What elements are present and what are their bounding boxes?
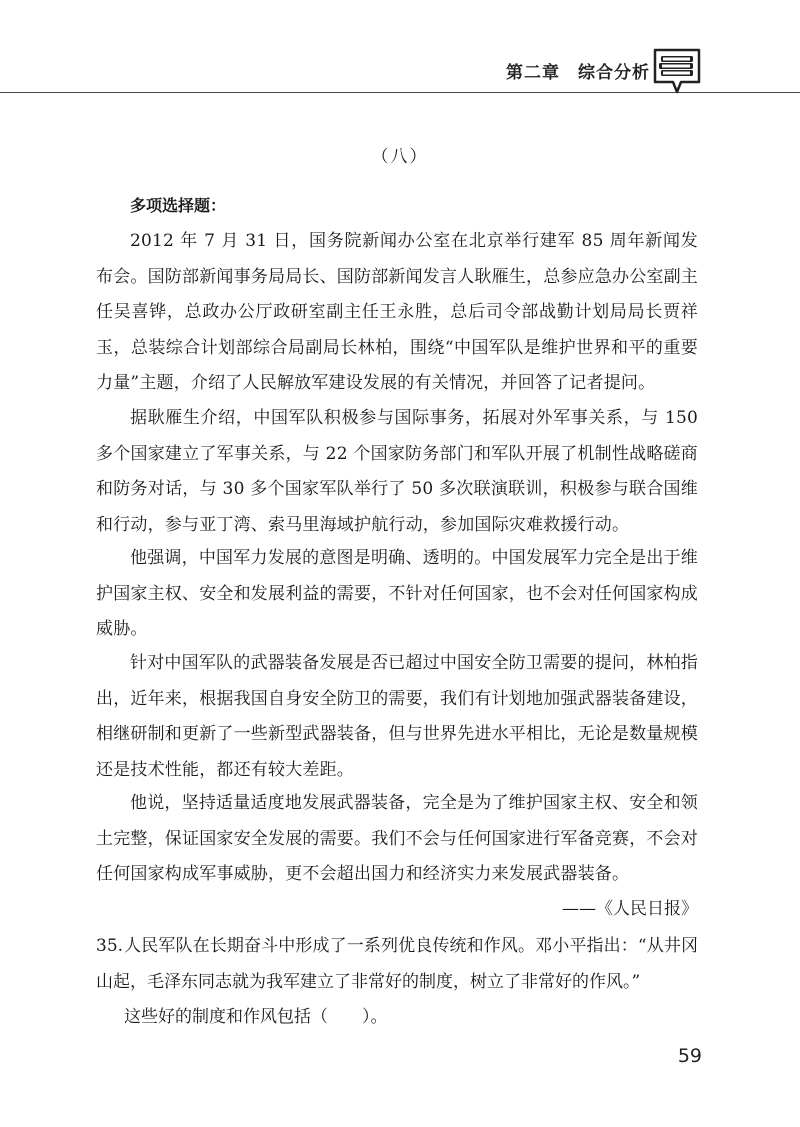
question-type-label: 多项选择题： <box>130 196 227 215</box>
section-heading: （八） <box>371 147 429 167</box>
question-number: 35. <box>96 936 124 956</box>
book-stack-icon <box>652 46 702 98</box>
passage-source: ——《人民日报》 <box>562 899 698 919</box>
passage-paragraph: 2012 年 7 月 31 日，国务院新闻办公室在北京举行建军 85 周年新闻发布会。国防部新闻事务局局长、国防部新闻发言人耿雁生，总参应急办公室副主任吴喜铧，总政办公厅政研室副主任王永胜，总后司令部战勤计划局局长贾祥玉，总装综合计划部综合局副局长林柏，围绕“中国军队是维护世界和平的重要力量”主题，介绍了人民解放军建设发展的有关情况，并回答了记者提问。 <box>96 231 698 393</box>
chapter-title: 第二章 综合分析 <box>506 63 650 83</box>
page-number: 59 <box>677 1045 702 1067</box>
question-text: 人民军队在长期奋斗中形成了一系列优良传统和作风。邓小平指出：“从井冈山起，毛泽东同志就为我军建立了非常好的制度，树立了非常好的作风。” <box>96 936 698 992</box>
question-continuation: 这些好的制度和作风包括（ ）。 <box>124 1007 388 1027</box>
passage-paragraph: 据耿雁生介绍，中国军队积极参与国际事务，拓展对外军事关系，与 150 多个国家建立了军事关系，与 22 个国家防务部门和军队开展了机制性战略磋商和防务对话，与 30 多个国家军队举行了 50 多次联演联训，积极参与联合国维和行动，参与亚丁湾、索马里海域护航行动，参加国际灾难救援行动。 <box>96 408 698 535</box>
question-35 <box>96 929 698 1036</box>
passage-paragraph: 针对中国军队的武器装备发展是否已超过中国安全防卫需要的提问，林柏指出，近年来，根据我国自身安全防卫的需要，我们有计划地加强武器装备建设，相继研制和更新了一些新型武器装备，但与世界先进水平相比，无论是数量规模还是技术性能，都还有较大差距。 <box>96 653 698 780</box>
passage-paragraph: 他说，坚持适量适度地发展武器装备，完全是为了维护国家主权、安全和领土完整，保证国家安全发展的需要。我们不会与任何国家进行军备竞赛，不会对任何国家构成军事威胁，更不会超出国力和经济实力来发展武器装备。 <box>96 793 698 884</box>
passage-paragraph: 他强调，中国军力发展的意图是明确、透明的。中国发展军力完全是出于维护国家主权、安全和发展利益的需要，不针对任何国家，也不会对任何国家构成威胁。 <box>96 548 698 639</box>
